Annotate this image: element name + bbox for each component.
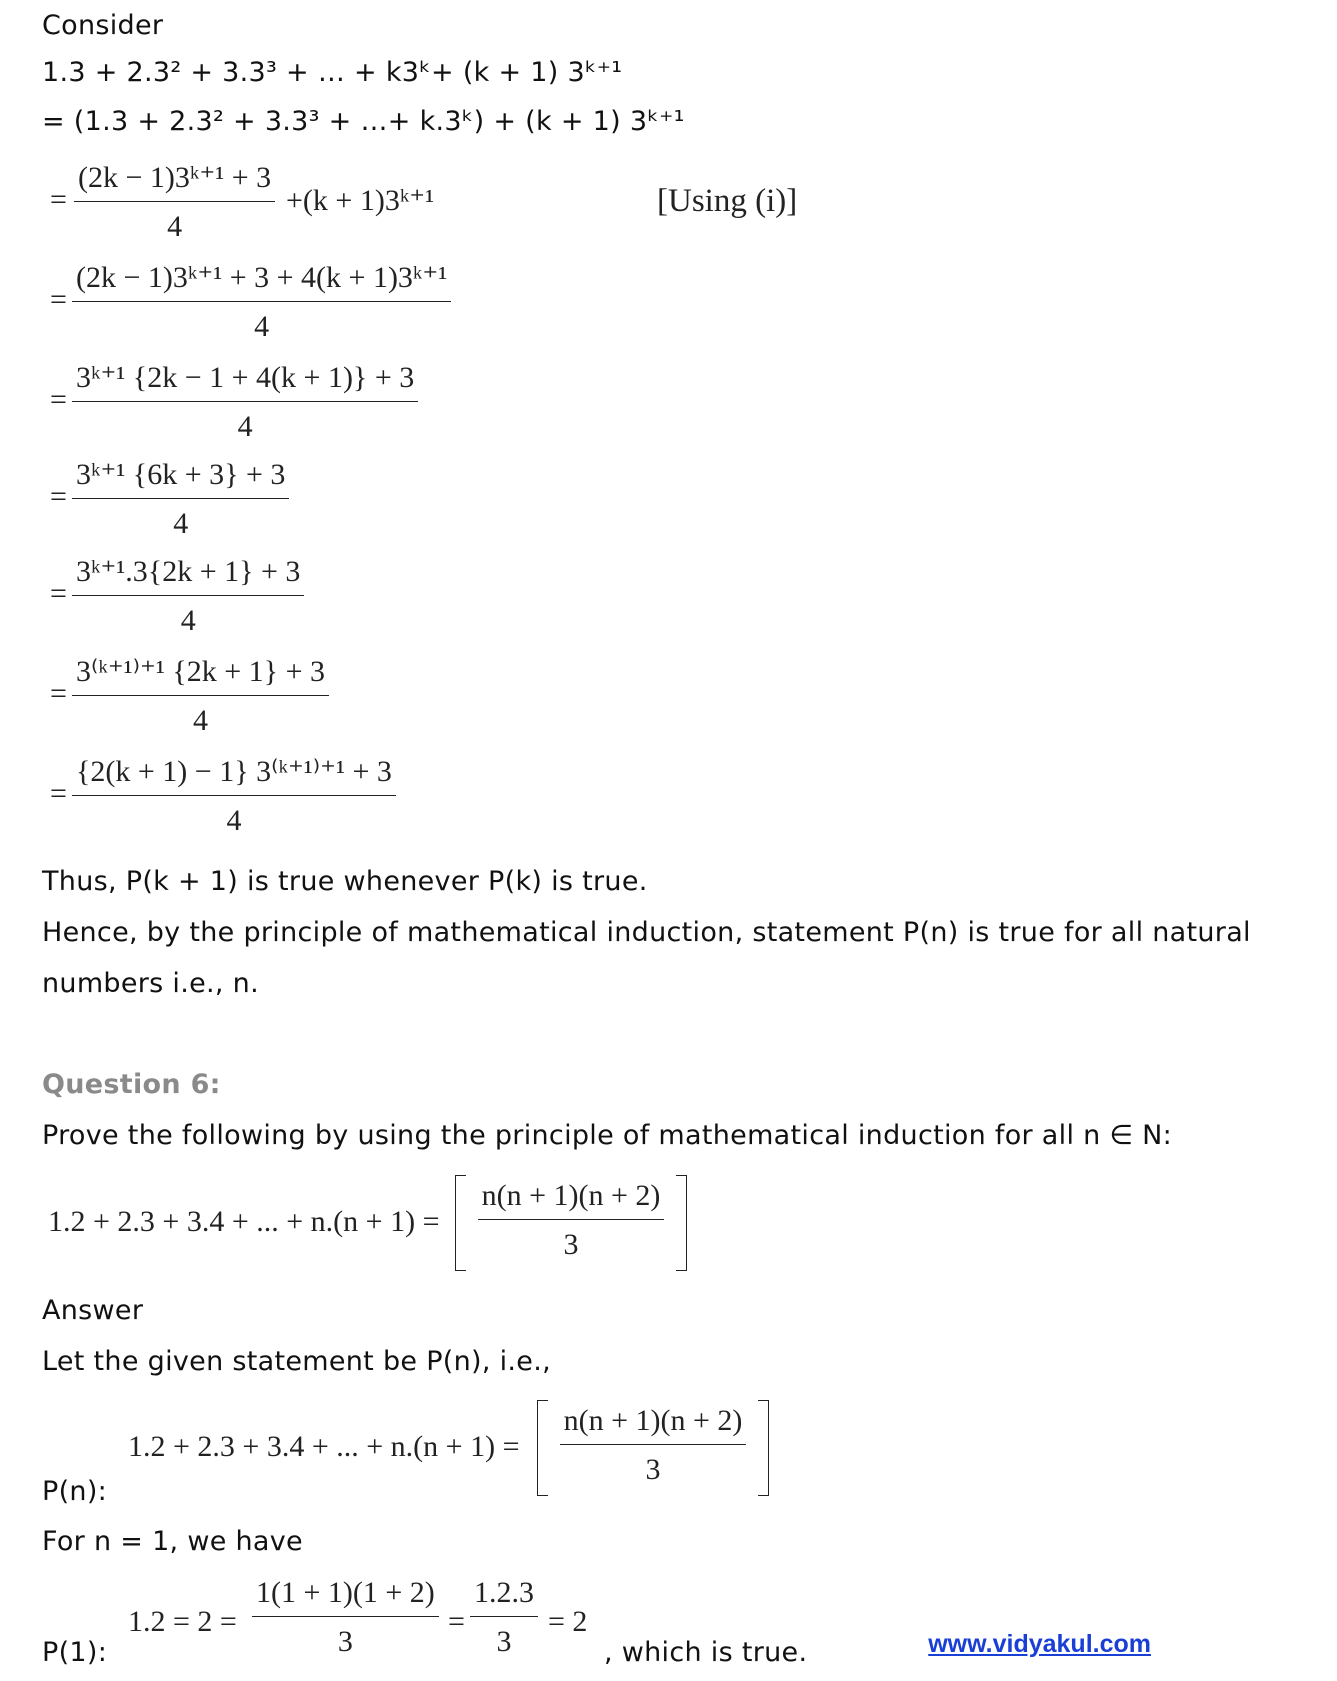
conclusion-line-2: Hence, by the principle of mathematical induction, statement P(n) is true for all natural [42,917,1251,948]
step-6-denominator: 4 [193,704,208,737]
p1-fraction-1 [252,1576,439,1659]
for-n-1: For n = 1, we have [42,1526,303,1557]
step-1-numerator: (2k − 1)3ᵏ⁺¹ + 3 [74,160,275,202]
step-4-fraction [72,457,289,541]
step-2-numerator: (2k − 1)3ᵏ⁺¹ + 3 + 4(k + 1)3ᵏ⁺¹ [72,260,451,302]
pn-rhs-numerator: n(n + 1)(n + 2) [560,1404,747,1445]
step-2-denominator: 4 [254,310,270,343]
which-is-true: , which is true. [604,1637,808,1668]
using-i-note: [Using (i)] [657,183,798,219]
p1-fraction-2-denominator: 3 [496,1625,512,1658]
question-lhs: 1.2 + 2.3 + 3.4 + ... + n.(n + 1) = [48,1205,440,1238]
sum-line-2: = (1.3 + 2.3² + 3.3³ + …+ k.3ᵏ) + (k + 1) 3ᵏ⁺¹ [42,106,685,137]
question-rhs-denominator: 3 [563,1228,579,1261]
equals-sign: = [50,283,67,316]
p1-result: = 2 [548,1605,588,1638]
step-5-fraction [72,554,304,638]
step-3-fraction [72,360,418,444]
step-2-fraction [72,260,451,344]
step-1-denominator: 4 [167,210,183,243]
step-5-denominator: 4 [180,604,196,637]
equals-sign: = [50,677,67,710]
step-3-denominator: 4 [237,410,253,443]
equals-sign: = [50,183,67,216]
step-5-numerator: 3ᵏ⁺¹.3{2k + 1} + 3 [72,554,304,596]
answer-label: Answer [42,1295,144,1326]
p1-fraction-1-numerator: 1(1 + 1)(1 + 2) [252,1576,439,1617]
p1-label: P(1): [42,1637,108,1668]
step-6-fraction [72,654,329,738]
p1-fraction-2 [470,1576,538,1659]
step-7-fraction [72,754,396,838]
question-title: Question 6: [42,1069,221,1100]
pn-rhs-denominator: 3 [645,1453,661,1486]
question-bracket [455,1175,687,1271]
pn-label: P(n): [42,1476,108,1507]
question-rhs-fraction [468,1179,674,1262]
pn-bracket [537,1400,769,1496]
conclusion-line-1: Thus, P(k + 1) is true whenever P(k) is true. [42,866,648,897]
watermark-link[interactable]: www.vidyakul.com [928,1630,1151,1658]
answer-let: Let the given statement be P(n), i.e., [42,1346,551,1377]
p1-lhs: 1.2 = 2 = [128,1605,237,1638]
pn-lhs: 1.2 + 2.3 + 3.4 + ... + n.(n + 1) = [128,1430,520,1463]
equals-sign: = [50,480,67,513]
step-1-tail: +(k + 1)3ᵏ⁺¹ [286,184,435,217]
p1-fraction-2-numerator: 1.2.3 [470,1576,538,1617]
pn-rhs-fraction [550,1404,756,1487]
question-prompt: Prove the following by using the principle of mathematical induction for all n ∈ N: [42,1120,1173,1151]
step-4-denominator: 4 [173,507,189,540]
step-4-numerator: 3ᵏ⁺¹ {6k + 3} + 3 [72,457,289,499]
step-1-fraction [74,160,275,244]
sum-line-1: 1.3 + 2.3² + 3.3³ + … + k3ᵏ+ (k + 1) 3ᵏ⁺¹ [42,57,623,88]
step-6-numerator: 3⁽ᵏ⁺¹⁾⁺¹ {2k + 1} + 3 [72,654,329,696]
equals-sign: = [50,777,67,810]
equals-sign: = [50,577,67,610]
p1-fraction-1-denominator: 3 [337,1625,353,1658]
question-rhs-numerator: n(n + 1)(n + 2) [478,1179,665,1220]
conclusion-line-3: numbers i.e., n. [42,968,259,999]
step-7-numerator: {2(k + 1) − 1} 3⁽ᵏ⁺¹⁾⁺¹ + 3 [72,754,396,796]
p1-equals: = [448,1605,465,1638]
step-3-numerator: 3ᵏ⁺¹ {2k − 1 + 4(k + 1)} + 3 [72,360,418,402]
consider-text: Consider [42,10,164,41]
equals-sign: = [50,383,67,416]
step-7-denominator: 4 [226,804,242,837]
